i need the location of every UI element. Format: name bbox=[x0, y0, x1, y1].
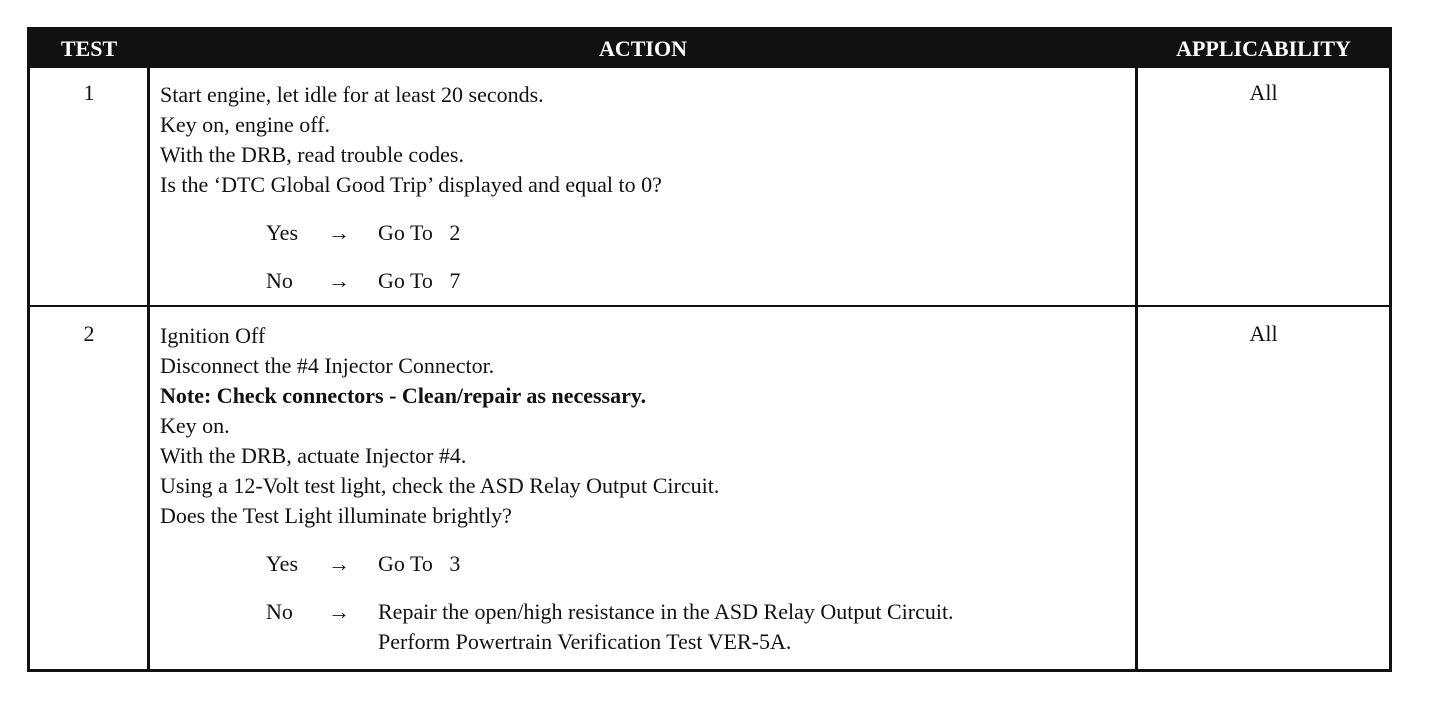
yes-branch bbox=[266, 549, 1130, 579]
table-header bbox=[30, 30, 1389, 68]
action-step: Ignition Off bbox=[160, 323, 266, 348]
repair-line: Repair the open/high resistance in the ASD Relay Output Circuit. bbox=[378, 599, 954, 624]
arrow-icon: → bbox=[328, 551, 350, 576]
arrow-icon: → bbox=[328, 268, 350, 293]
yes-label: Yes bbox=[266, 220, 299, 245]
action-step: Key on. bbox=[160, 413, 230, 438]
action-cell bbox=[160, 80, 1130, 296]
action-cell bbox=[160, 321, 1130, 657]
action-step: Disconnect the #4 Injector Connector. bbox=[160, 353, 495, 378]
applicability-value: All bbox=[1249, 321, 1278, 346]
arrow-icon: → bbox=[328, 599, 350, 624]
test-number: 1 bbox=[83, 80, 95, 105]
header-test: TEST bbox=[60, 36, 118, 61]
goto-link[interactable]: Go To 7 bbox=[378, 268, 461, 293]
yes-branch bbox=[266, 218, 1130, 248]
no-label: No bbox=[266, 268, 293, 293]
action-step: Start engine, let idle for at least 20 seconds. bbox=[160, 82, 544, 107]
action-step: Is the ‘DTC Global Good Trip’ displayed and equal to 0? bbox=[160, 172, 662, 197]
action-step: With the DRB, read trouble codes. bbox=[160, 142, 464, 167]
no-branch bbox=[266, 597, 1130, 657]
header-applicability: APPLICABILITY bbox=[1176, 36, 1351, 61]
action-step: Does the Test Light illuminate brightly? bbox=[160, 503, 512, 528]
test-number: 2 bbox=[83, 321, 95, 346]
action-note: Note: Check connectors - Clean/repair as necessary. bbox=[160, 383, 647, 408]
no-label: No bbox=[266, 599, 293, 624]
no-branch bbox=[266, 266, 1130, 296]
arrow-icon: → bbox=[328, 220, 350, 245]
header-action: ACTION bbox=[598, 36, 687, 61]
repair-line: Perform Powertrain Verification Test VER-5A. bbox=[378, 629, 792, 654]
goto-link[interactable]: Go To 3 bbox=[378, 551, 461, 576]
action-step: Using a 12-Volt test light, check the ASD Relay Output Circuit. bbox=[160, 473, 720, 498]
yes-label: Yes bbox=[266, 551, 299, 576]
action-step: With the DRB, actuate Injector #4. bbox=[160, 443, 467, 468]
repair-instructions bbox=[378, 597, 1130, 657]
action-step: Key on, engine off. bbox=[160, 112, 331, 137]
applicability-value: All bbox=[1249, 80, 1278, 105]
test-row-2 bbox=[30, 307, 1389, 669]
diagnostic-test-table bbox=[27, 27, 1392, 672]
test-row-1 bbox=[30, 68, 1389, 305]
goto-link[interactable]: Go To 2 bbox=[378, 220, 461, 245]
